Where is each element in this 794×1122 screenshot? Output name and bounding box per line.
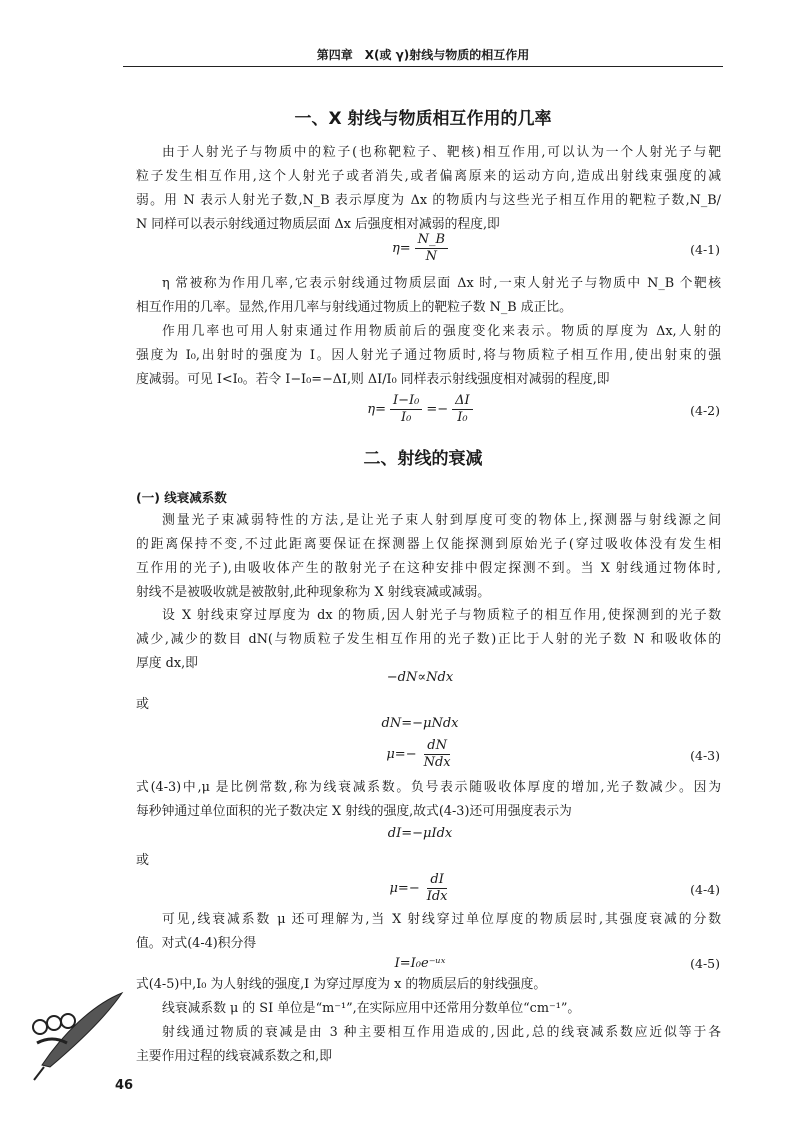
- text-line: 射线不是被吸收就是被散射,此种现象称为 X 射线衰减或减弱。: [136, 585, 491, 600]
- paragraph-4: [136, 509, 721, 605]
- eq-lhs: μ=−: [389, 881, 420, 896]
- section-title-1: 一、X 射线与物质相互作用的几率: [294, 109, 552, 129]
- equation-di: dI=−μIdx: [387, 826, 453, 841]
- text-line: 式(4-5)中,I₀ 为人射线的强度,I 为穿过厚度为 x 的物质层后的射线强度。: [136, 977, 547, 992]
- numerator: dN: [424, 738, 450, 755]
- section-title-2: 二、射线的衰减: [363, 449, 483, 469]
- paragraph-7: [136, 908, 721, 956]
- text-line: 值。对式(4-4)积分得: [136, 936, 257, 951]
- equation-number: (4-2): [690, 403, 720, 418]
- denominator: I₀: [400, 410, 412, 425]
- text-line: 度减弱。可见 I<I₀。若令 I−I₀=−ΔI,则 ΔI/I₀ 同样表示射线强度相对减弱的程度,即: [136, 372, 610, 387]
- denominator: I₀: [457, 410, 468, 425]
- eq-mid: =−: [426, 402, 449, 417]
- text-line: 可见,线衰减系数 μ 还可理解为,当 X 射线穿过单位厚度的物质层时,其强度衰减的分数: [162, 912, 721, 927]
- numerator: ΔI: [452, 393, 473, 410]
- page-number: 46: [115, 1078, 134, 1093]
- subsection-title: (一) 线衰减系数: [136, 490, 227, 505]
- equation-4-2: [120, 393, 720, 433]
- paragraph-9: [136, 997, 721, 1021]
- paragraph-6: [136, 776, 721, 824]
- or-label: 或: [136, 697, 150, 712]
- text-line: 的距离保持不变,不过此距离要保证在探测器上仅能探测到原始光子(穿过吸收体没有发生相: [136, 537, 721, 552]
- text-line: 射线通过物质的衰减是由 3 种主要相互作用造成的,因此,总的线衰减系数应近似等于各: [162, 1025, 721, 1040]
- text-line: 厚度 dx,即: [136, 656, 198, 671]
- text-line: 由于人射光子与物质中的粒子(也称靶粒子、靶核)相互作用,可以认为一个人射光子与靶: [162, 145, 721, 160]
- text-line: 测量光子束减弱特性的方法,是让光子束人射到厚度可变的物体上,探测器与射线源之间: [162, 513, 721, 528]
- text-line: 减少,减少的数目 dN(与物质粒子发生相互作用的光子数)正比于人射的光子数 N 和吸收体的: [136, 632, 721, 647]
- text-line: 每秒钟通过单位面积的光子数决定 X 射线的强度,故式(4-3)还可用强度表示为: [136, 804, 572, 819]
- fraction: [452, 393, 473, 426]
- paragraph-5: [136, 604, 721, 676]
- denominator: Idx: [426, 889, 448, 904]
- fraction: [424, 872, 451, 905]
- fraction: [421, 738, 454, 771]
- header-rule: [123, 66, 723, 67]
- numerator: dI: [427, 872, 446, 889]
- fraction: [415, 232, 448, 265]
- numerator: I−I₀: [390, 393, 422, 410]
- equation-number: (4-1): [690, 242, 720, 257]
- paragraph-10: [136, 1021, 721, 1069]
- text-line: η 常被称为作用几率,它表示射线通过物质层面 Δx 时,一束人射光子与物质中 N_B 个靶核: [162, 276, 721, 291]
- equation-dn: dN=−μNdx: [381, 716, 459, 731]
- equation-number: (4-4): [690, 882, 720, 897]
- eq-text: I=I₀e⁻ᵘˣ: [394, 956, 446, 971]
- text-line: 主要作用过程的线衰减系数之和,即: [136, 1049, 333, 1064]
- paragraph-1: [136, 141, 721, 237]
- running-header: 第四章 X(或 γ)射线与物质的相互作用: [316, 48, 530, 62]
- eq-lhs: μ=−: [386, 747, 417, 762]
- equation-4-4: [120, 872, 720, 912]
- text-line: 线衰减系数 μ 的 SI 单位是“m⁻¹”,在实际应用中还常用分数单位“cm⁻¹”。: [162, 1001, 581, 1016]
- equation-4-3: [120, 738, 720, 778]
- text-line: 强度为 I₀,出射时的强度为 I。因人射光子通过物质时,将与物质粒子相互作用,使出射束的强: [136, 348, 721, 363]
- text-line: 互作用的光子),由吸收体产生的散射光子在这种安排中假定探测不到。当 X 射线通过物体时,: [136, 561, 721, 576]
- eq-lhs: η=: [367, 402, 386, 417]
- paragraph-3: [136, 320, 721, 392]
- paragraph-8: [136, 973, 721, 997]
- or-label: 或: [136, 853, 150, 868]
- text-line: 作用几率也可用人射束通过作用物质前后的强度变化来表示。物质的厚度为 Δx,人射的: [162, 324, 721, 339]
- text-line: 相互作用的几率。显然,作用几率与射线通过物质上的靶粒子数 N_B 成正比。: [136, 300, 572, 315]
- quill-logo-icon: [22, 985, 132, 1085]
- equation-number: (4-5): [690, 956, 720, 971]
- text-line: 弱。用 N 表示人射光子数,N_B 表示厚度为 Δx 的物质内与这些光子相互作用的靶粒子数,N_B/: [136, 193, 721, 208]
- paragraph-2: [136, 272, 721, 320]
- text-line: 设 X 射线束穿过厚度为 dx 的物质,因人射光子与物质粒子的相互作用,使探测到的光子数: [162, 608, 721, 623]
- equation-4-1: [120, 232, 720, 272]
- fraction: [390, 393, 422, 426]
- text-line: 式(4-3)中,μ 是比例常数,称为线衰减系数。负号表示随吸收体厚度的增加,光子数减少。因为: [136, 780, 721, 795]
- denominator: Ndx: [423, 755, 451, 770]
- text-line: N 同样可以表示射线通过物质层面 Δx 后强度相对减弱的程度,即: [136, 217, 500, 232]
- eq-lhs: η=: [391, 241, 411, 256]
- denominator: N: [425, 249, 438, 264]
- equation-proportional: −dN∝Ndx: [386, 670, 454, 685]
- equation-number: (4-3): [690, 748, 720, 763]
- text-line: 粒子发生相互作用,这个人射光子或者消失,或者偏离原来的运动方向,造成出射线束强度的减: [136, 169, 721, 184]
- numerator: N_B: [415, 232, 448, 249]
